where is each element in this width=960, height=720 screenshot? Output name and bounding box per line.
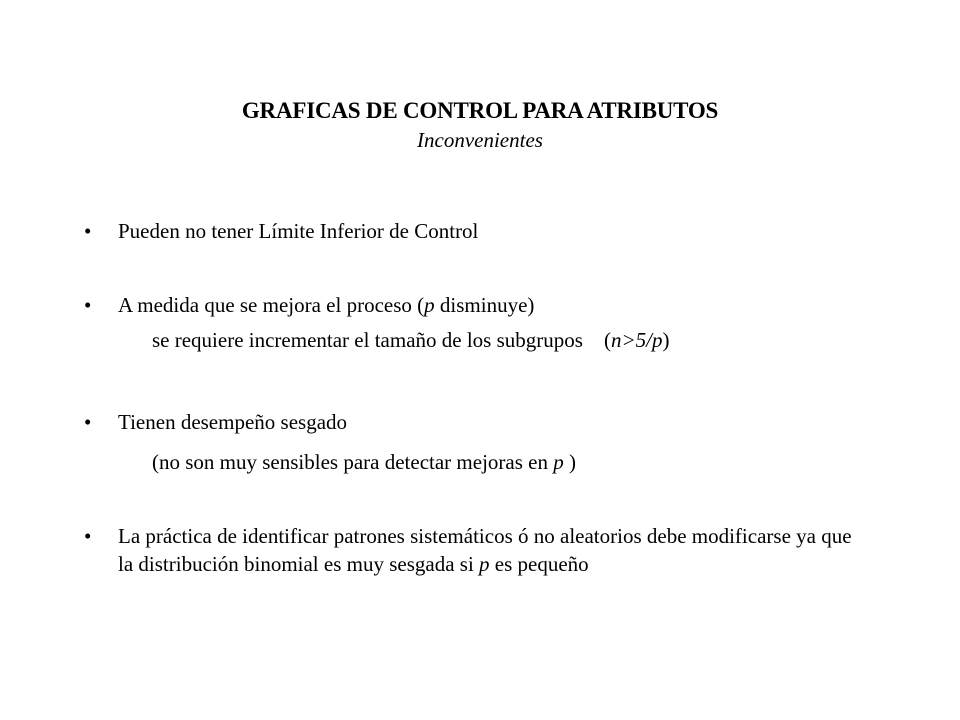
bullet-text-part: se requiere incrementar el tamaño de los subgrupos — [152, 328, 583, 352]
bullet-continuation — [152, 448, 884, 476]
bullet-text-part: ) — [563, 450, 576, 474]
bullet-item-3 — [84, 408, 884, 476]
bullet-dot: • — [84, 219, 92, 243]
bullet-item-1 — [84, 217, 884, 245]
bullet-dot: • — [84, 410, 92, 434]
bullet-dot: • — [84, 524, 92, 548]
bullet-text-part: La práctica de identificar patrones sistemáticos ó no aleatorios debe modificarse ya que la distribución binomial es muy sesgada si — [118, 524, 852, 576]
bullet-item-2 — [84, 291, 884, 354]
bullet-text: Tienen desempeño sesgado — [118, 410, 348, 434]
bullet-text-part: ( — [603, 328, 611, 352]
variable-p: p — [424, 293, 435, 317]
bullet-continuation — [152, 326, 884, 354]
bullet-text-part: disminuye) — [434, 293, 535, 317]
variable-p: p — [553, 450, 564, 474]
bullet-text: Pueden no tener Límite Inferior de Control — [118, 219, 479, 243]
title-block — [0, 96, 960, 154]
bullet-text-part: (no son muy sensibles para detectar mejoras en — [152, 450, 554, 474]
slide-subtitle: Inconvenientes — [417, 128, 543, 152]
bullet-dot: • — [84, 293, 92, 317]
bullet-text-part: ) — [662, 328, 670, 352]
variable-n-condition: n>5/p — [610, 328, 663, 352]
slide-title: GRAFICAS DE CONTROL PARA ATRIBUTOS — [241, 98, 719, 123]
bullet-text-part: es pequeño — [489, 552, 589, 576]
bullet-text — [118, 522, 858, 578]
bullet-text-part: A medida que se mejora el proceso ( — [118, 293, 425, 317]
bullet-text — [118, 291, 884, 319]
variable-p: p — [479, 552, 490, 576]
bullet-item-4 — [84, 522, 884, 578]
